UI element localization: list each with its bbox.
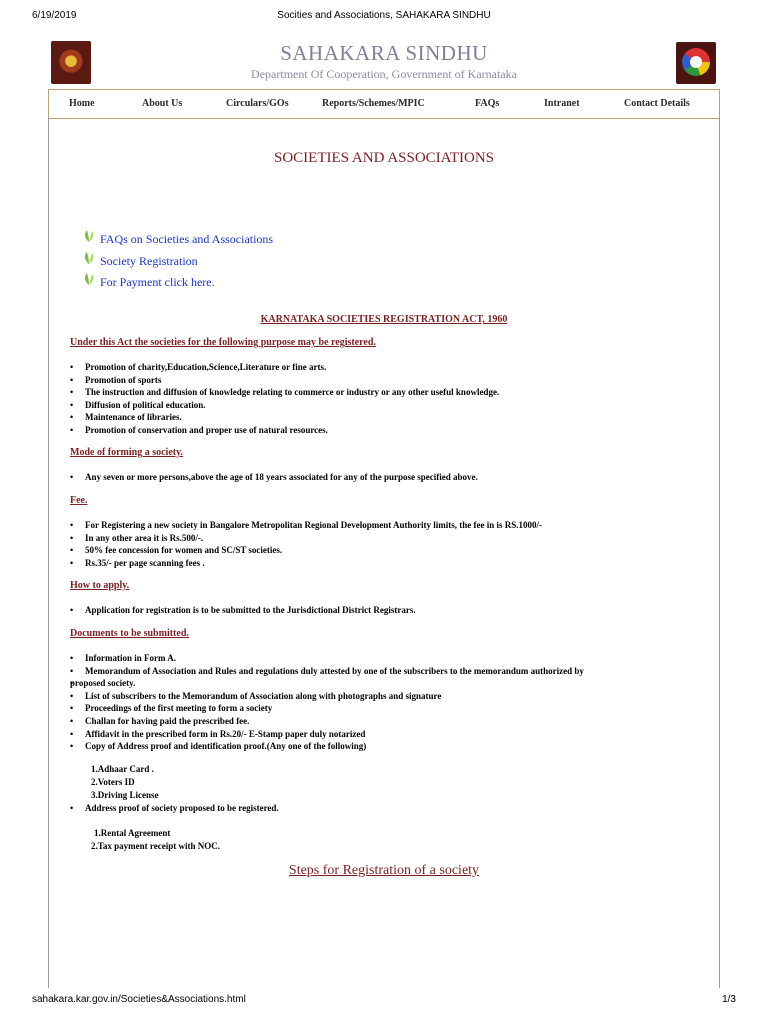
cooperation-logo-icon	[676, 42, 716, 84]
list-item: • Proceedings of the first meeting to form a society	[70, 702, 710, 715]
list-item: • Memorandum of Association and Rules and regulations duly attested by one of the subscribers to the memorandum authorized by	[70, 665, 710, 678]
documents-heading: Documents to be submitted.	[70, 628, 189, 639]
address-proof: 1.Rental Agreement	[94, 828, 171, 838]
address-proof-list	[70, 802, 710, 815]
print-header	[0, 0, 768, 28]
steps-heading: Steps for Registration of a society	[288, 863, 480, 878]
nav-faqs[interactable]: FAQs	[475, 98, 500, 109]
list-item: • 50% fee concession for women and SC/ST societies.	[70, 544, 710, 557]
print-doc-title: Socities and Associations, SAHAKARA SINDHU	[277, 10, 491, 21]
apply-heading: How to apply.	[70, 580, 130, 591]
list-item: • Rs.35/- per page scanning fees .	[70, 557, 710, 570]
list-item: • Any seven or more persons,above the age of 18 years associated for any of the purpose specified above.	[70, 471, 710, 484]
main-content	[48, 118, 720, 988]
site-banner	[48, 36, 720, 88]
purpose-list	[70, 361, 710, 437]
society-registration-link[interactable]: Society Registration	[100, 254, 198, 268]
list-item: • Promotion of conservation and proper use of natural resources.	[70, 424, 710, 437]
list-item: • In any other area it is Rs.500/-.	[70, 532, 710, 545]
id-proof: 2.Voters ID	[91, 777, 135, 787]
list-item: • Promotion of charity,Education,Science,Literature or fine arts.	[70, 361, 710, 374]
nav-contact-details[interactable]: Contact Details	[624, 98, 690, 109]
fee-heading: Fee.	[70, 495, 88, 506]
leaf-bullet-icon	[83, 229, 95, 243]
list-item: • Affidavit in the prescribed form in Rs.20/- E-Stamp paper duly notarized	[70, 728, 710, 741]
list-item: • Copy of Address proof and identification proof.(Any one of the following)	[70, 740, 710, 753]
fee-list	[70, 519, 710, 569]
apply-list	[70, 604, 710, 617]
nav-reports[interactable]: Reports/Schemes/MPIC	[322, 98, 425, 109]
mode-heading: Mode of forming a society.	[70, 447, 184, 458]
nav-home[interactable]: Home	[69, 98, 95, 109]
nav-intranet[interactable]: Intranet	[544, 98, 580, 109]
act-title: KARNATAKA SOCIETIES REGISTRATION ACT, 1960	[260, 314, 508, 325]
list-item: • Application for registration is to be submitted to the Jurisdictional District Registrars.	[70, 604, 710, 617]
purpose-heading: Under this Act the societies for the following purpose may be registered.	[70, 337, 376, 348]
print-footer	[0, 990, 768, 1010]
list-item: • For Registering a new society in Bangalore Metropolitan Regional Development Authority limits, the fee in is RS.1000/-	[70, 519, 710, 532]
nav-circulars[interactable]: Circulars/GOs	[226, 98, 289, 109]
payment-link[interactable]: For Payment click here.	[100, 275, 215, 289]
site-subtitle: Department Of Cooperation, Government of Karnataka	[251, 67, 517, 81]
mode-list	[70, 471, 710, 484]
list-item: • The instruction and diffusion of knowledge relating to commerce or industry or any other useful knowledge.	[70, 386, 710, 399]
leaf-bullet-icon	[83, 251, 95, 265]
print-page-number: 1/3	[722, 994, 736, 1005]
list-item: • Information in Form A.	[70, 652, 710, 665]
address-proof: 2.Tax payment receipt with NOC.	[91, 841, 220, 851]
list-item: • Diffusion of political education.	[70, 399, 710, 412]
list-item: • Address proof of society proposed to be registered.	[70, 802, 710, 815]
list-item: • List of subscribers to the Memorandum of Association along with photographs and signature	[70, 690, 710, 703]
list-item-continuation: • proposed society.	[70, 677, 710, 690]
page-heading: SOCIETIES AND ASSOCIATIONS	[273, 150, 495, 166]
nav-about-us[interactable]: About Us	[142, 98, 183, 109]
list-item: • Maintenance of libraries.	[70, 411, 710, 424]
page	[48, 36, 720, 990]
faq-link[interactable]: FAQs on Societies and Associations	[100, 232, 274, 246]
list-item: • Promotion of sports	[70, 374, 710, 387]
print-url: sahakara.kar.gov.in/Societies&Associations.html	[32, 994, 246, 1005]
site-title: SAHAKARA SINDHU	[280, 41, 488, 65]
documents-list	[70, 652, 710, 753]
main-nav	[48, 89, 720, 119]
leaf-bullet-icon	[83, 272, 95, 286]
print-date: 6/19/2019	[32, 10, 77, 21]
id-proof: 1.Adhaar Card .	[91, 764, 154, 774]
id-proof: 3.Driving License	[91, 790, 159, 800]
list-item: • Challan for having paid the prescribed fee.	[70, 715, 710, 728]
